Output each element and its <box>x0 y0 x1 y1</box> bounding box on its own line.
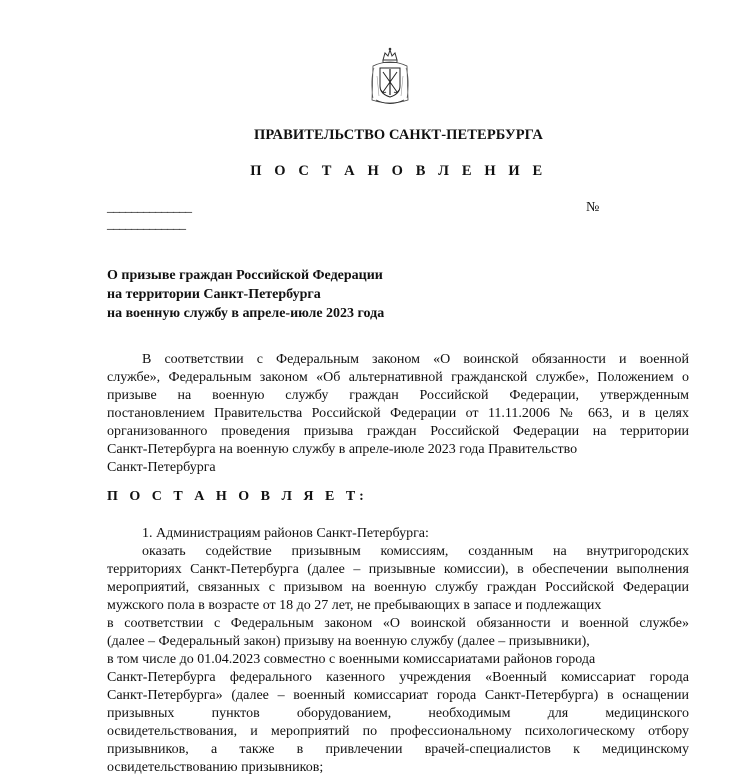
preamble-line: организованного проведения призыва граждан Российской Федерации на территории <box>107 424 689 439</box>
item-line: призывников, а также в привлечении врачей-специалистов к медицинскому <box>107 742 689 757</box>
item-heading: 1. Администрациям районов Санкт-Петербурга: <box>142 526 429 541</box>
preamble-paragraph <box>107 351 689 477</box>
resolves-heading: П О С Т А Н О В Л Я Е Т: <box>107 489 368 504</box>
item-1 <box>107 525 689 777</box>
government-title: ПРАВИТЕЛЬСТВО САНКТ-ПЕТЕРБУРГА <box>254 127 543 143</box>
item-line: освидетельствованию призывников; <box>107 760 324 775</box>
item-line: в соответствии с Федеральным законом «О воинской обязанности и военной службе» <box>107 616 689 631</box>
preamble-line: Санкт-Петербурга на военную службу в апреле-июле 2023 года Правительство <box>107 442 578 457</box>
item-line: призывных пунктов оборудованием, необходимым для медицинского <box>107 706 689 721</box>
item-line: Санкт-Петербурга федерального казенного учреждения «Военный комиссариат города <box>107 670 689 685</box>
item-line: в том числе до 01.04.2023 совместно с военными комиссариатами районов города <box>107 652 596 667</box>
number-sign: № <box>586 200 600 215</box>
item-line: мероприятий, связанных с призывом на военную службу граждан Российской Федерации <box>107 580 689 595</box>
subject-line: О призыве граждан Российской Федерации <box>107 268 383 283</box>
preamble-line: службе», Федеральным законом «Об альтернативной гражданской службе», Положением о <box>107 370 689 385</box>
preamble-line: призыве на военную службу граждан Российской Федерации, утвержденным <box>107 388 689 403</box>
preamble-line: В соответствии с Федеральным законом «О воинской обязанности и военной <box>142 352 689 367</box>
preamble-line: Санкт-Петербурга <box>107 460 216 475</box>
saint-petersburg-coat-of-arms-icon <box>368 46 412 108</box>
item-line: Санкт-Петербурга» (далее – военный комиссариат города Санкт-Петербурга) в оснащении <box>107 688 689 703</box>
item-line: (далее – Федеральный закон) призыву на военную службу (далее – призывники), <box>107 634 590 649</box>
subject-line: на территории Санкт-Петербурга <box>107 287 321 302</box>
number-blank-line: _____________ <box>107 217 185 232</box>
item-line: территориях Санкт-Петербурга (далее – призывные комиссии), в обеспечении выполнения <box>107 562 689 577</box>
date-blank-line: ______________ <box>107 200 191 215</box>
item-line: оказать содействие призывным комиссиям, созданным на внутригородских <box>142 544 689 559</box>
document-subject <box>107 266 384 323</box>
subject-line: на военную службу в апреле-июле 2023 года <box>107 306 385 321</box>
document-type: П О С Т А Н О В Л Е Н И Е <box>250 163 547 179</box>
item-line: мужского пола в возрасте от 18 до 27 лет, не пребывающих в запасе и подлежащих <box>107 598 602 613</box>
preamble-line: постановлением Правительства Российской Федерации от 11.11.2006 № 663, и в целях <box>107 406 689 421</box>
item-line: освидетельствования, и мероприятий по профессиональному психологическому отбору <box>107 724 689 739</box>
